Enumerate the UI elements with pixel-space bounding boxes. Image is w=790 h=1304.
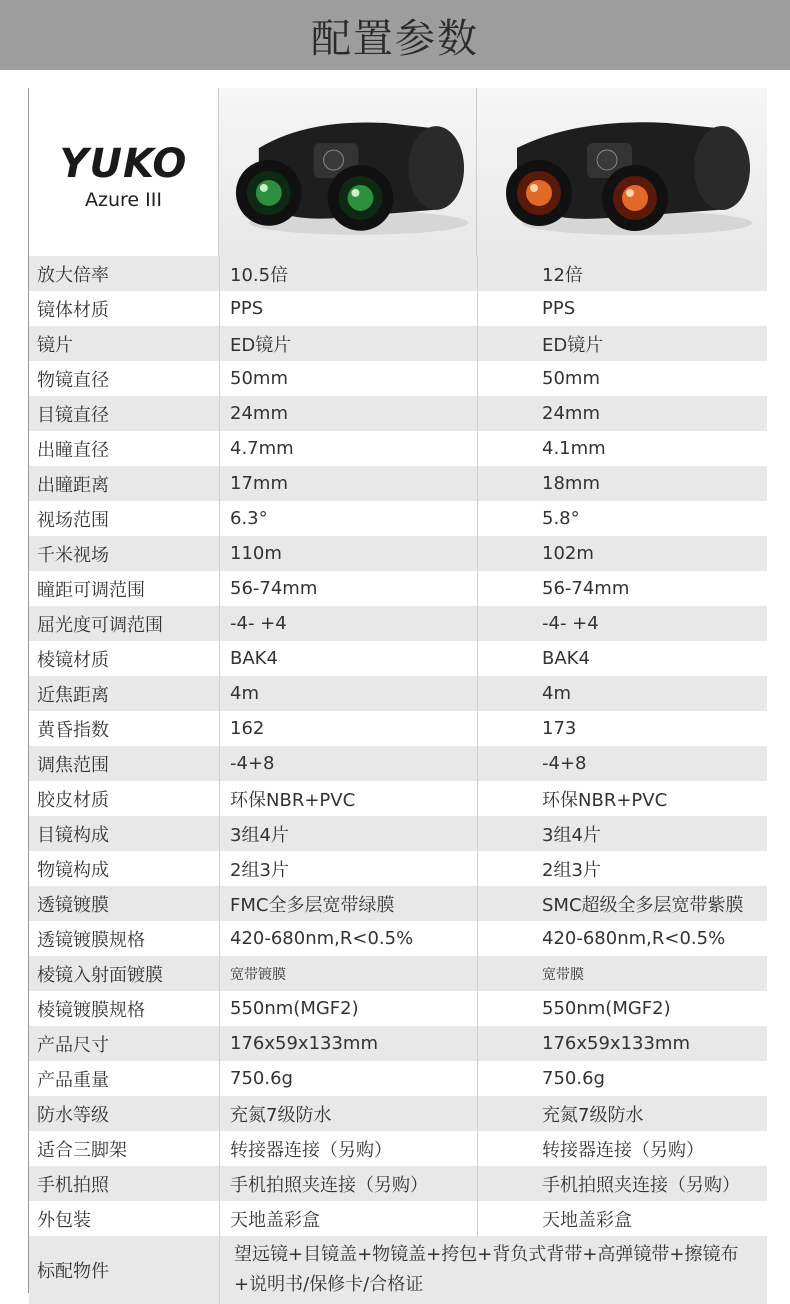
spec-label: 适合三脚架 [37,1139,127,1161]
spec-value-b: BAK4 [477,641,767,676]
spec-label: 物镜构成 [37,859,109,881]
spec-row [29,1026,767,1061]
spec-value-a: 50mm [219,361,477,396]
spec-value-b: 4m [477,676,767,711]
spec-value-a: 24mm [219,396,477,431]
spec-row [29,361,767,396]
accessories-value: 望远镜+目镜盖+物镜盖+挎包+背负式背带+高弹镜带+擦镜布+说明书/保修卡/合格证 [219,1236,767,1304]
spec-label: 近焦距离 [37,684,109,706]
spec-label: 胶皮材质 [37,789,109,811]
spec-value-b: -4- +4 [477,606,767,641]
spec-label: 棱镜入射面镀膜 [37,964,163,986]
spec-row [29,781,767,816]
spec-value-b: ED镜片 [477,326,767,361]
spec-label: 千米视场 [37,544,109,566]
spec-label: 产品重量 [37,1069,109,1091]
spec-label: 出瞳距离 [37,474,109,496]
spec-table [28,88,766,1293]
spec-label: 瞳距可调范围 [37,579,145,601]
spec-row [29,431,767,466]
spec-row [29,921,767,956]
page-header [0,0,790,70]
spec-value-b: 4.1mm [477,431,767,466]
spec-row [29,606,767,641]
spec-row [29,746,767,781]
spec-value-b: 12倍 [477,256,767,291]
spec-value-b: -4+8 [477,746,767,781]
spec-value-b: 5.8° [477,501,767,536]
spec-row [29,956,767,991]
spec-row [29,886,767,921]
spec-label: 调焦范围 [37,754,109,776]
spec-value-a: 4.7mm [219,431,477,466]
spec-value-a: 天地盖彩盒 [219,1201,477,1236]
spec-value-a: 6.3° [219,501,477,536]
spec-value-a: 充氮7级防水 [219,1096,477,1131]
spec-row [29,396,767,431]
spec-value-b: 173 [477,711,767,746]
spec-label: 产品尺寸 [37,1034,109,1056]
spec-value-a: 2组3片 [219,851,477,886]
spec-value-a: 176x59x133mm [219,1026,477,1061]
spec-row [29,291,767,326]
spec-row [29,1131,767,1166]
spec-row [29,501,767,536]
spec-label: 物镜直径 [37,369,109,391]
spec-value-b: 转接器连接（另购） [477,1131,767,1166]
spec-value-a: 162 [219,711,477,746]
spec-value-b: 宽带膜 [477,956,767,991]
spec-value-a: PPS [219,291,477,326]
spec-row [29,816,767,851]
binoculars-green-lens-image [219,88,476,256]
spec-label: 镜片 [37,334,73,356]
spec-value-b: 750.6g [477,1061,767,1096]
spec-value-b: 420-680nm,R<0.5% [477,921,767,956]
spec-value-a: -4- +4 [219,606,477,641]
spec-value-b: 充氮7级防水 [477,1096,767,1131]
spec-label: 棱镜镀膜规格 [37,999,145,1021]
brand-model: Azure III [85,189,162,211]
spec-label: 外包装 [37,1209,91,1231]
spec-value-a: 转接器连接（另购） [219,1131,477,1166]
spec-value-b: 天地盖彩盒 [477,1201,767,1236]
spec-row [29,991,767,1026]
spec-row [29,466,767,501]
spec-label: 棱镜材质 [37,649,109,671]
product-header-row [29,88,767,256]
spec-row [29,1096,767,1131]
spec-value-b: 102m [477,536,767,571]
brand-cell [29,88,219,256]
spec-value-a: 手机拍照夹连接（另购） [219,1166,477,1201]
spec-label: 目镜构成 [37,824,109,846]
spec-value-b: 3组4片 [477,816,767,851]
product-image-b [477,88,767,256]
spec-row [29,1201,767,1236]
spec-label: 透镜镀膜规格 [37,929,145,951]
spec-row [29,1061,767,1096]
spec-label: 手机拍照 [37,1174,109,1196]
spec-value-b: 24mm [477,396,767,431]
spec-row [29,536,767,571]
spec-label: 视场范围 [37,509,109,531]
spec-value-b: 2组3片 [477,851,767,886]
spec-value-b: 176x59x133mm [477,1026,767,1061]
spec-value-b: 手机拍照夹连接（另购） [477,1166,767,1201]
spec-value-b: SMC超级全多层宽带紫膜 [477,886,767,921]
spec-value-b: 50mm [477,361,767,396]
spec-row [29,256,767,291]
spec-row [29,641,767,676]
spec-label: 镜体材质 [37,299,109,321]
spec-value-a: 750.6g [219,1061,477,1096]
spec-label: 放大倍率 [37,264,109,286]
binoculars-purple-lens-image [477,88,767,256]
spec-value-a: FMC全多层宽带绿膜 [219,886,477,921]
spec-value-a: 3组4片 [219,816,477,851]
spec-label: 屈光度可调范围 [37,614,163,636]
spec-label: 目镜直径 [37,404,109,426]
spec-row [29,571,767,606]
spec-value-a: 550nm(MGF2) [219,991,477,1026]
spec-value-b: 环保NBR+PVC [477,781,767,816]
spec-row [29,676,767,711]
spec-label: 黄昏指数 [37,719,109,741]
spec-value-a: 4m [219,676,477,711]
spec-label: 出瞳直径 [37,439,109,461]
spec-row [29,711,767,746]
spec-value-a: 110m [219,536,477,571]
spec-value-a: 420-680nm,R<0.5% [219,921,477,956]
spec-value-a: 环保NBR+PVC [219,781,477,816]
spec-value-a: 17mm [219,466,477,501]
spec-value-a: -4+8 [219,746,477,781]
spec-value-a: 10.5倍 [219,256,477,291]
spec-label: 防水等级 [37,1104,109,1126]
spec-label: 透镜镀膜 [37,894,109,916]
accessories-label: 标配物件 [37,1261,109,1282]
spec-row [29,851,767,886]
spec-row [29,326,767,361]
accessories-row [29,1236,767,1304]
product-image-a [219,88,477,256]
spec-value-b: 18mm [477,466,767,501]
spec-value-a: BAK4 [219,641,477,676]
spec-value-a: ED镜片 [219,326,477,361]
spec-value-b: PPS [477,291,767,326]
spec-value-b: 550nm(MGF2) [477,991,767,1026]
brand-logo: YUKO [59,141,188,187]
spec-value-a: 宽带镀膜 [219,956,477,991]
spec-value-a: 56-74mm [219,571,477,606]
spec-row [29,1166,767,1201]
page-title: 配置参数 [311,15,479,62]
spec-value-b: 56-74mm [477,571,767,606]
